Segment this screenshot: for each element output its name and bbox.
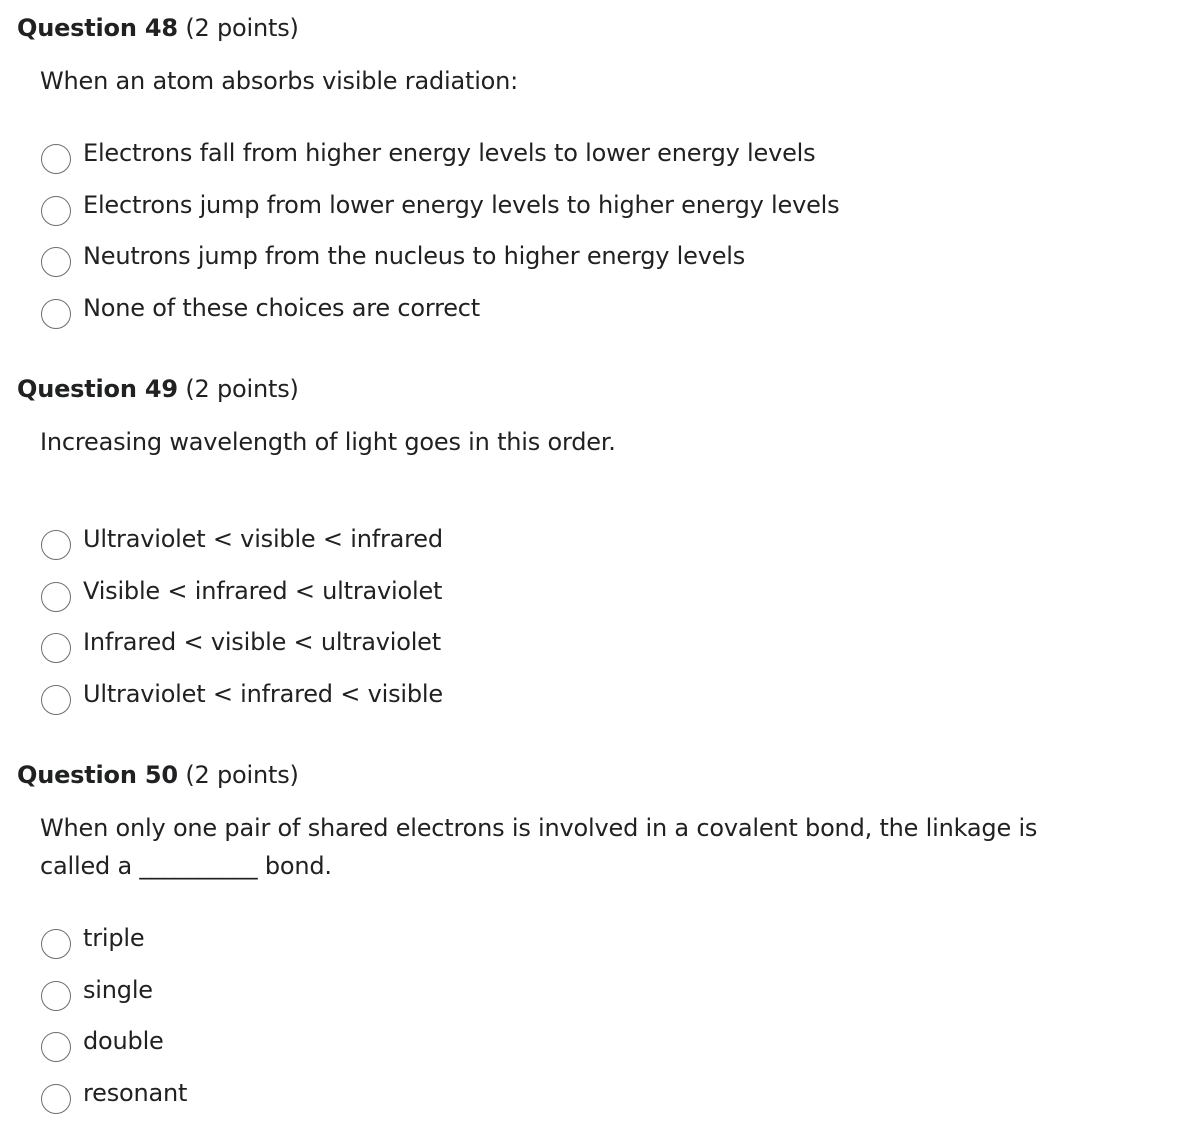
- question-title: [17, 374, 299, 404]
- answer-option-label[interactable]: Electrons fall from higher energy levels to lower energy levels: [83, 139, 816, 167]
- answer-option[interactable]: [41, 919, 187, 971]
- question-points: (2 points): [185, 761, 299, 789]
- question-text: When only one pair of shared electrons is involved in a covalent bond, the linkage is called a __________ bond.: [40, 814, 1038, 880]
- question-text: Increasing wavelength of light goes in this order.: [40, 428, 616, 456]
- question-number: Question 49: [17, 375, 178, 403]
- answer-option[interactable]: [41, 134, 839, 186]
- answer-option-label[interactable]: double: [83, 1027, 164, 1056]
- radio-button[interactable]: [41, 144, 71, 174]
- answer-option-label[interactable]: Electrons jump from lower energy levels to higher energy levels: [83, 190, 840, 219]
- radio-button[interactable]: [41, 929, 71, 959]
- answer-option-label[interactable]: single: [83, 975, 153, 1004]
- question-points: (2 points): [185, 375, 299, 403]
- answer-option[interactable]: [41, 520, 443, 572]
- question-title: [17, 13, 299, 43]
- answer-options: [41, 520, 443, 727]
- answer-option[interactable]: [41, 623, 443, 675]
- answer-option-label[interactable]: Ultraviolet < infrared < visible: [83, 680, 443, 709]
- radio-button[interactable]: [41, 247, 71, 277]
- answer-option[interactable]: [41, 1022, 187, 1074]
- question-text: When an atom absorbs visible radiation:: [40, 67, 519, 95]
- radio-button[interactable]: [41, 299, 71, 329]
- radio-button[interactable]: [41, 1084, 71, 1114]
- answer-option-label[interactable]: Ultraviolet < visible < infrared: [83, 525, 443, 553]
- answer-option-label[interactable]: None of these choices are correct: [83, 294, 481, 323]
- question-number: Question 48: [17, 14, 178, 42]
- answer-option[interactable]: [41, 237, 839, 289]
- answer-option[interactable]: [41, 971, 187, 1023]
- radio-button[interactable]: [41, 633, 71, 663]
- answer-option[interactable]: [41, 572, 443, 624]
- question-number: Question 50: [17, 761, 178, 789]
- answer-option-label[interactable]: Infrared < visible < ultraviolet: [83, 628, 441, 657]
- radio-button[interactable]: [41, 981, 71, 1011]
- answer-option-label[interactable]: Neutrons jump from the nucleus to higher energy levels: [83, 242, 746, 271]
- answer-option-label[interactable]: Visible < infrared < ultraviolet: [83, 576, 443, 605]
- answer-option[interactable]: [41, 675, 443, 727]
- question-title: [17, 760, 299, 790]
- answer-options: [41, 134, 839, 341]
- answer-options: [41, 919, 187, 1126]
- radio-button[interactable]: [41, 582, 71, 612]
- radio-button[interactable]: [41, 685, 71, 715]
- answer-option-label[interactable]: triple: [83, 924, 145, 952]
- answer-option[interactable]: [41, 1074, 187, 1126]
- radio-button[interactable]: [41, 196, 71, 226]
- radio-button[interactable]: [41, 530, 71, 560]
- question-points: (2 points): [185, 14, 299, 42]
- radio-button[interactable]: [41, 1032, 71, 1062]
- answer-option-label[interactable]: resonant: [83, 1079, 188, 1108]
- answer-option[interactable]: [41, 289, 839, 341]
- answer-option[interactable]: [41, 186, 839, 238]
